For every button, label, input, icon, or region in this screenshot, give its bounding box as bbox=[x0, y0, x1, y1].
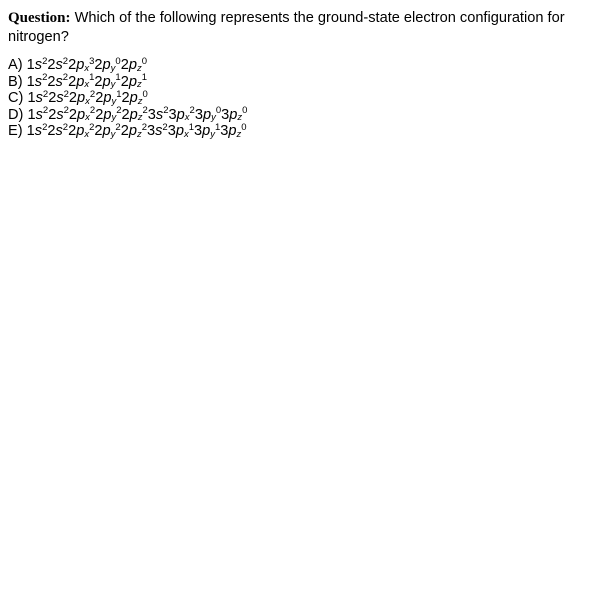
subshell-letter: s bbox=[55, 57, 63, 73]
subshell-letter: p bbox=[102, 123, 111, 139]
orbital-axis: z bbox=[237, 112, 243, 124]
electron-count: 0 bbox=[115, 55, 121, 67]
principal-number: 3 bbox=[146, 123, 156, 139]
orbital-term bbox=[121, 123, 147, 139]
answer-option-b[interactable] bbox=[8, 74, 592, 91]
orbital-axis: z bbox=[137, 95, 143, 107]
subshell-letter: s bbox=[56, 106, 64, 123]
subshell-letter: s bbox=[55, 73, 63, 90]
electron-count: 1 bbox=[141, 72, 147, 84]
option-letter: C) bbox=[8, 90, 24, 106]
principal-number: 1 bbox=[26, 57, 35, 73]
electron-count: 2 bbox=[141, 121, 147, 133]
orbital-term bbox=[94, 74, 120, 90]
electron-count: 2 bbox=[163, 105, 169, 117]
principal-number: 3 bbox=[220, 123, 229, 139]
orbital-term bbox=[68, 57, 94, 73]
principal-number: 2 bbox=[94, 73, 103, 90]
principal-number: 1 bbox=[27, 90, 36, 106]
orbital-term bbox=[48, 90, 69, 106]
principal-number: 2 bbox=[48, 106, 57, 123]
orbital-axis: y bbox=[111, 95, 117, 107]
orbital-term bbox=[69, 107, 95, 123]
orbital-term bbox=[168, 123, 194, 139]
orbital-term bbox=[194, 123, 220, 139]
orbital-axis: x bbox=[84, 128, 90, 140]
subshell-letter: p bbox=[202, 106, 212, 123]
subshell-letter: p bbox=[103, 106, 112, 123]
electron-count: 2 bbox=[62, 55, 69, 67]
orbital-axis: y bbox=[210, 128, 215, 140]
orbital-term bbox=[195, 107, 221, 123]
electron-count: 2 bbox=[42, 105, 49, 117]
principal-number: 2 bbox=[121, 90, 130, 106]
principal-number: 2 bbox=[68, 90, 78, 106]
electron-count: 2 bbox=[63, 105, 69, 117]
electron-count: 2 bbox=[62, 72, 69, 84]
orbital-term bbox=[69, 90, 95, 106]
subshell-letter: p bbox=[128, 57, 137, 73]
orbital-axis: x bbox=[184, 112, 190, 124]
subshell-letter: p bbox=[202, 123, 211, 139]
electron-count: 2 bbox=[42, 121, 48, 133]
orbital-term bbox=[121, 74, 147, 90]
principal-number: 3 bbox=[194, 123, 203, 139]
option-letter: B) bbox=[8, 73, 23, 90]
electron-configuration bbox=[27, 90, 147, 106]
orbital-term bbox=[68, 74, 94, 90]
principal-number: 2 bbox=[95, 106, 104, 123]
principal-number: 2 bbox=[94, 123, 103, 139]
orbital-term bbox=[27, 123, 48, 139]
subshell-letter: s bbox=[155, 123, 163, 139]
electron-configuration bbox=[27, 74, 147, 90]
subshell-letter: p bbox=[176, 106, 185, 123]
principal-number: 2 bbox=[120, 73, 129, 90]
subshell-letter: p bbox=[229, 106, 238, 123]
orbital-axis: x bbox=[85, 112, 90, 124]
orbital-axis: y bbox=[110, 79, 116, 91]
subshell-letter: p bbox=[76, 73, 85, 90]
orbital-axis: z bbox=[136, 128, 142, 140]
electron-count: 1 bbox=[89, 72, 95, 84]
orbital-axis: x bbox=[84, 62, 90, 74]
electron-count: 1 bbox=[215, 121, 221, 133]
orbital-term bbox=[121, 57, 147, 73]
subshell-letter: p bbox=[77, 106, 86, 123]
principal-number: 1 bbox=[27, 106, 36, 123]
orbital-axis: x bbox=[84, 79, 90, 91]
principal-number: 2 bbox=[47, 73, 56, 90]
electron-count: 2 bbox=[142, 105, 148, 117]
electron-count: 3 bbox=[89, 55, 95, 67]
orbital-term bbox=[27, 107, 48, 123]
electron-count: 2 bbox=[89, 121, 95, 133]
electron-count: 2 bbox=[162, 121, 168, 133]
subshell-letter: p bbox=[128, 123, 137, 139]
orbital-term bbox=[169, 107, 195, 123]
orbital-axis: x bbox=[183, 128, 189, 140]
principal-number: 2 bbox=[68, 73, 77, 90]
electron-count: 2 bbox=[189, 105, 195, 117]
orbital-term bbox=[148, 107, 169, 123]
option-letter: E) bbox=[8, 123, 23, 139]
electron-count: 2 bbox=[89, 105, 96, 117]
answer-option-c[interactable] bbox=[8, 90, 592, 107]
orbital-axis: z bbox=[137, 112, 143, 124]
principal-number: 3 bbox=[167, 123, 176, 139]
subshell-letter: p bbox=[102, 57, 111, 73]
electron-count: 0 bbox=[141, 55, 147, 67]
electron-count: 2 bbox=[89, 88, 96, 100]
orbital-term bbox=[147, 123, 168, 139]
subshell-letter: p bbox=[77, 90, 86, 106]
subshell-letter: p bbox=[128, 73, 137, 90]
orbital-term bbox=[122, 90, 148, 106]
principal-number: 3 bbox=[168, 106, 177, 123]
subshell-letter: s bbox=[34, 57, 43, 73]
principal-number: 3 bbox=[221, 106, 230, 123]
principal-number: 2 bbox=[47, 123, 56, 139]
subshell-letter: p bbox=[103, 90, 112, 106]
subshell-letter: s bbox=[155, 106, 164, 123]
orbital-term bbox=[47, 57, 68, 73]
electron-count: 2 bbox=[42, 55, 48, 67]
orbital-term bbox=[27, 74, 48, 90]
electron-count: 1 bbox=[188, 121, 194, 133]
question-text: Which of the following represents the ground-state electron configuration for nitrogen? bbox=[8, 10, 565, 45]
answer-option-d[interactable] bbox=[8, 107, 592, 124]
option-letter: A) bbox=[8, 57, 23, 73]
subshell-letter: p bbox=[228, 123, 237, 139]
question-label: Question: bbox=[8, 10, 71, 26]
principal-number: 2 bbox=[94, 57, 103, 73]
orbital-term bbox=[47, 74, 68, 90]
subshell-letter: s bbox=[55, 123, 63, 139]
option-letter: D) bbox=[8, 106, 24, 123]
electron-count: 1 bbox=[115, 72, 121, 84]
answer-option-a[interactable] bbox=[8, 57, 592, 74]
electron-configuration bbox=[27, 107, 247, 123]
principal-number: 2 bbox=[68, 123, 77, 139]
subshell-letter: s bbox=[35, 90, 43, 106]
question-block bbox=[8, 9, 592, 47]
subshell-letter: s bbox=[35, 106, 43, 123]
answer-options bbox=[8, 57, 592, 140]
orbital-term bbox=[47, 123, 68, 139]
principal-number: 2 bbox=[68, 57, 77, 73]
principal-number: 2 bbox=[48, 90, 57, 106]
electron-count: 2 bbox=[42, 88, 49, 100]
subshell-letter: s bbox=[56, 90, 64, 106]
electron-count: 0 bbox=[142, 88, 148, 100]
electron-configuration bbox=[27, 57, 147, 73]
electron-count: 2 bbox=[116, 105, 122, 117]
principal-number: 1 bbox=[26, 73, 35, 90]
electron-count: 0 bbox=[241, 121, 247, 133]
orbital-term bbox=[68, 123, 94, 139]
orbital-term bbox=[48, 107, 69, 123]
orbital-axis: z bbox=[136, 79, 142, 91]
orbital-axis: y bbox=[110, 128, 116, 140]
orbital-axis: x bbox=[85, 95, 90, 107]
orbital-term bbox=[95, 90, 121, 106]
subshell-letter: p bbox=[129, 90, 138, 106]
orbital-term bbox=[94, 57, 120, 73]
subshell-letter: p bbox=[76, 123, 85, 139]
principal-number: 2 bbox=[120, 57, 129, 73]
principal-number: 2 bbox=[68, 106, 78, 123]
orbital-term bbox=[122, 107, 148, 123]
principal-number: 2 bbox=[95, 90, 104, 106]
principal-number: 2 bbox=[121, 106, 130, 123]
orbital-term bbox=[94, 123, 120, 139]
electron-count: 2 bbox=[63, 88, 69, 100]
orbital-axis: y bbox=[111, 112, 117, 124]
orbital-term bbox=[221, 107, 247, 123]
subshell-letter: s bbox=[34, 123, 43, 139]
electron-count: 1 bbox=[116, 88, 122, 100]
subshell-letter: s bbox=[34, 73, 43, 90]
subshell-letter: p bbox=[175, 123, 184, 139]
subshell-letter: p bbox=[129, 106, 138, 123]
subshell-letter: p bbox=[76, 57, 85, 73]
orbital-term bbox=[95, 107, 121, 123]
orbital-axis: z bbox=[136, 62, 142, 74]
orbital-term bbox=[220, 123, 246, 139]
electron-count: 2 bbox=[42, 72, 48, 84]
principal-number: 3 bbox=[194, 106, 203, 123]
principal-number: 2 bbox=[120, 123, 129, 139]
orbital-axis: y bbox=[211, 112, 216, 124]
answer-option-e[interactable] bbox=[8, 123, 592, 140]
orbital-term bbox=[27, 57, 48, 73]
orbital-axis: y bbox=[110, 62, 116, 74]
principal-number: 1 bbox=[26, 123, 35, 139]
electron-count: 2 bbox=[115, 121, 121, 133]
electron-count: 0 bbox=[242, 105, 248, 117]
electron-count: 0 bbox=[215, 105, 222, 117]
principal-number: 3 bbox=[147, 106, 156, 123]
orbital-term bbox=[27, 90, 48, 106]
electron-configuration bbox=[27, 123, 247, 139]
subshell-letter: p bbox=[102, 73, 111, 90]
electron-count: 2 bbox=[62, 121, 69, 133]
orbital-axis: z bbox=[236, 128, 242, 140]
principal-number: 2 bbox=[47, 57, 56, 73]
